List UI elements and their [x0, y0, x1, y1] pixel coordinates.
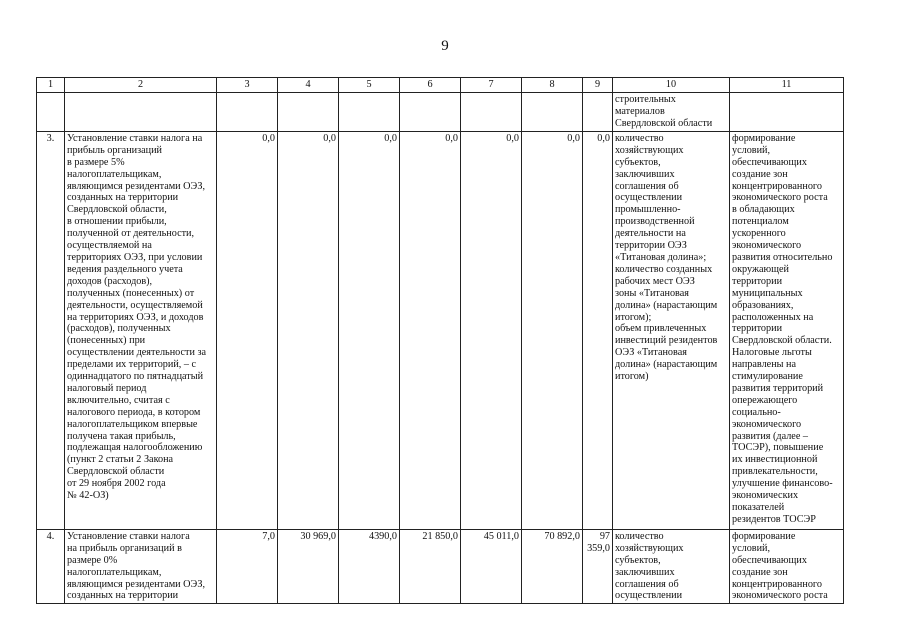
column-header: 5 — [339, 78, 400, 93]
row-value: 0,0 — [217, 131, 278, 529]
column-header: 7 — [461, 78, 522, 93]
column-number-row — [37, 78, 844, 93]
row-indicators: строительных материалов Свердловской области — [613, 92, 730, 131]
row-value — [522, 92, 583, 131]
row-value — [400, 92, 461, 131]
row-value — [461, 92, 522, 131]
row-number: 3. — [37, 131, 65, 529]
row-number — [37, 92, 65, 131]
column-header: 6 — [400, 78, 461, 93]
row-purpose: формирование условий, обеспечивающих создание зон концентрированного экономического роста в обладающих потенциалом ускоренного экономического развития относительно окружающей территории муниципальных образованиях, расположенных на территории Свердловской области. Налоговые льготы направлены на стимулирование развития территорий опережающего социально- экономического развития (далее – ТОСЭР), повышение их инвестиционной привлекательности, улучшение финансово- экономических показателей резидентов ТОСЭР — [730, 131, 844, 529]
tax-benefits-table — [36, 77, 844, 604]
row-value: 70 892,0 — [522, 529, 583, 603]
row-value: 0,0 — [583, 131, 613, 529]
column-header: 10 — [613, 78, 730, 93]
row-indicators: количество хозяйствующих субъектов, заключивших соглашения об осуществлении промышленно- производственной деятельности на территории ОЭЗ «Титановая долина»; количество созданных рабочих мест ОЭЗ зоны «Титановая долина» (нарастающим итогом); объем привлеченных инвестиций резидентов ОЭЗ «Титановая долина» (нарастающим итогом) — [613, 131, 730, 529]
column-header: 9 — [583, 78, 613, 93]
column-header: 8 — [522, 78, 583, 93]
page-number: 9 — [441, 38, 449, 54]
row-value: 7,0 — [217, 529, 278, 603]
row-indicators: количество хозяйствующих субъектов, заключивших соглашения об осуществлении — [613, 529, 730, 603]
row-value: 0,0 — [278, 131, 339, 529]
table-row — [37, 131, 844, 529]
table-row — [37, 529, 844, 603]
column-header: 1 — [37, 78, 65, 93]
column-header: 4 — [278, 78, 339, 93]
column-header: 11 — [730, 78, 844, 93]
row-value: 0,0 — [522, 131, 583, 529]
row-number: 4. — [37, 529, 65, 603]
column-header: 2 — [65, 78, 217, 93]
row-description: Установление ставки налога на прибыль организаций в размере 0% налогоплательщикам, являющимся резидентами ОЭЗ, созданных на территории — [65, 529, 217, 603]
column-header: 3 — [217, 78, 278, 93]
row-value — [583, 92, 613, 131]
row-value: 21 850,0 — [400, 529, 461, 603]
row-purpose — [730, 92, 844, 131]
row-value: 97 359,0 — [583, 529, 613, 603]
row-purpose: формирование условий, обеспечивающих создание зон концентрированного экономического роста — [730, 529, 844, 603]
row-value: 0,0 — [400, 131, 461, 529]
row-value: 0,0 — [461, 131, 522, 529]
table-row — [37, 92, 844, 131]
row-value: 4390,0 — [339, 529, 400, 603]
row-description — [65, 92, 217, 131]
row-description: Установление ставки налога на прибыль организаций в размере 5% налогоплательщикам, являющимся резидентами ОЭЗ, созданных на территории Свердловской области, в отношении прибыли, полученной от деятельности, осуществляемой на территориях ОЭЗ, при условии ведения раздельного учета доходов (расходов), полученных (понесенных) от деятельности, осуществляемой на территориях ОЭЗ, и доходов (расходов), полученных (понесенных) при осуществлении деятельности за пределами их территорий, – с одиннадцатого по пятнадцатый налоговый период включительно, считая с налогового периода, в котором налогоплательщиком впервые получена такая прибыль, подлежащая налогообложению (пункт 2 статьи 2 Закона Свердловской области от 29 ноября 2002 года № 42-ОЗ) — [65, 131, 217, 529]
row-value: 45 011,0 — [461, 529, 522, 603]
row-value — [217, 92, 278, 131]
row-value: 30 969,0 — [278, 529, 339, 603]
row-value — [339, 92, 400, 131]
row-value: 0,0 — [339, 131, 400, 529]
row-value — [278, 92, 339, 131]
